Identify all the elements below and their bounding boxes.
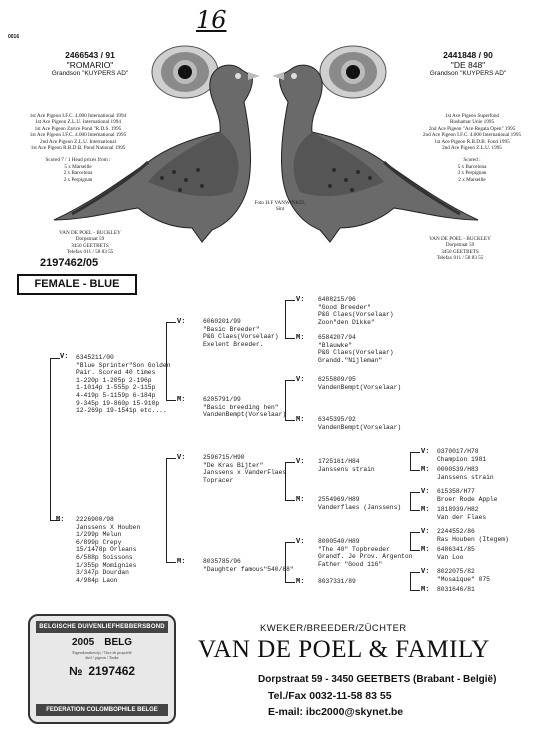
sire-result: 1st Ace Pigeon I.F.C. 4.000 International 1994 [29, 113, 127, 119]
father-v-label: V: [60, 353, 69, 361]
mother-m-label: M: [56, 516, 65, 524]
dam-result: 1st Ace Pigeon Superfond [444, 113, 500, 119]
sire-scored: 2 x Perpignan [63, 176, 93, 183]
breeder-phone: Tel./Fax 0032-11-58 83 55 [268, 690, 392, 702]
owner-line: Dorpstraat 59 [75, 236, 105, 243]
breeder-tagline: KWEKER/BREEDER/ZÜCHTER [260, 623, 407, 634]
mmm-entry: 8037331/89 [318, 578, 356, 585]
father-entry: 6345211/00 "Blue Sprinter"Son Golden Pair. Scored 40 times 1-220p 1-205p 2-196p 1-1014p 1-555p 2-115p 4-419p 5-1159p 6-184p 9-345p 19-860p 15-910p 12-269p 19-1541p etc.... [76, 354, 171, 415]
fmm-m-label: M: [296, 416, 305, 424]
g4-m-label: M: [421, 466, 430, 474]
breeder-address: Dorpstraat 59 - 3450 GEETBETS (Brabant - België) [258, 674, 497, 685]
sex-label: FEMALE - BLUE [17, 274, 137, 295]
sire-result: 1st Ace Pigeon Zarice Pond "R.D.S. 1995 [34, 125, 122, 132]
sire-grandson: Grandson "KUYPERS AD" [51, 70, 129, 77]
owner-line: Telefax 011 / 58 83 55 [436, 255, 484, 262]
dam-name: "DE 848" [450, 60, 486, 70]
mf-v-label: V: [177, 454, 186, 462]
g4-v-label: V: [421, 528, 430, 536]
dam-ring: 2441848 / 90 [443, 50, 493, 60]
sire-scored-title: Scored 7 / 1 Head prices from : [45, 157, 111, 164]
dam-owner [410, 236, 510, 262]
ownership-certificate [28, 614, 176, 724]
mmm-m-label: M: [296, 578, 305, 586]
dam-result: 1st Ace Pigeon R.B.D.B. Fond 1995 [434, 138, 510, 145]
breeder-name: VAN DE POEL & FAMILY [198, 636, 490, 663]
dam-results [402, 113, 542, 183]
g4-entry: 6486341/85 Van Loo [437, 546, 475, 561]
sire-owner [40, 230, 140, 256]
mfm-m-label: M: [296, 496, 305, 504]
mm-m-label: M: [177, 558, 186, 566]
mfm-entry: 2554969/H89 Vanderflaes (Janssens) [318, 496, 402, 511]
g4-entry: 0370017/H78 Champion 1981 [437, 448, 487, 463]
owner-line: Telefax 011 / 58 83 55 [66, 249, 114, 256]
fff-entry: 6488215/96 "Good Breeder" P&G Claes(Vorselaar) Zoon"den Dikke" [318, 296, 394, 326]
g4-m-label: M: [421, 546, 430, 554]
sire-scored: 5 x Marseille [64, 163, 92, 170]
ff-v-label: V: [177, 318, 186, 326]
mmf-entry: 8000540/H89 "The 40" Topbreeder Grandf. Je Prov. Argenton Father "Good 116" [318, 538, 413, 568]
breeder-email: E-mail: ibc2000@skynet.be [268, 706, 404, 718]
ffm-m-label: M: [296, 334, 305, 342]
subject-ring: 2197462/05 [40, 257, 99, 269]
sire-result: 1st Ace Pigeon I.F.C. 4.000 International 1995 [29, 132, 127, 139]
g4-entry: 8022075/82 "Mosaique" 075 [437, 568, 490, 583]
g4-entry: 8031646/81 [437, 586, 475, 593]
dam-scored: 5 x Barcelona [457, 163, 487, 170]
ffm-entry: 6584207/94 "Blauwke" P&G Claes(Vorselaar) Grandd."Nijleman" [318, 334, 394, 364]
numero-icon: № [68, 664, 83, 678]
g4-m-label: M: [421, 586, 430, 594]
fm-m-label: M: [177, 396, 186, 404]
g4-entry: 1818939/H82 Van der Flaes [437, 506, 487, 521]
dam-scored-title: Scored : [463, 157, 481, 164]
owner-line: 3450 GEETBETS [441, 248, 479, 255]
stamp-fine-print: duif / pigeon / Taube [85, 655, 119, 660]
owner-line: 3450 GEETBETS [71, 242, 109, 249]
mf-entry: 2596715/H90 "De Kras Bijter" Janssens x VanderFlaes Topracer [203, 454, 287, 484]
fff-v-label: V: [296, 296, 305, 304]
g4-entry: 615358/H77 Broer Rode Apple [437, 488, 498, 503]
sire-ring: 2466543 / 91 [65, 50, 115, 60]
dam-result: 2nd Ace Pigeon I.F.C. 4.000 International 1995 [422, 132, 522, 139]
sire-result: 1st Ace Pigeon R.B.D.B. Pond National 1995 [30, 145, 126, 152]
dam-result: 2nd Ace Pigeon Z.L.U. 1995 [442, 145, 502, 152]
owner-line: VAN DE POEL - BUCKLEY [59, 230, 121, 236]
photo-credit-line: Sint [275, 206, 285, 213]
stamp-number: 2197462 [88, 664, 136, 678]
g4-m-label: M: [421, 506, 430, 514]
mff-v-label: V: [296, 458, 305, 466]
owner-line: VAN DE POEL - BUCKLEY [429, 236, 491, 242]
g4-entry: 0000539/H83 Janssens strain [437, 466, 494, 481]
sire-result: 2nd Ace Pigeon Z.L.U. International [40, 138, 116, 145]
mff-entry: 1725161/H84 Janssens strain [318, 458, 375, 473]
fmf-v-label: V: [296, 376, 305, 384]
page-number: 16 [196, 6, 227, 34]
photo-credit-line: Foto H.F VANWINKEL [254, 200, 306, 206]
sire-results [8, 113, 148, 183]
corner-code: 0016 [8, 34, 20, 40]
dam-scored: 2 x Marseille [458, 176, 486, 183]
sire-scored: 2 x Barcelona [63, 170, 93, 177]
g4-v-label: V: [421, 568, 430, 576]
fm-entry: 6205791/99 "Basic breeding hen" VandenBempt(Vorselaar) [203, 396, 287, 419]
stamp-top: BELGISCHE DUIVENLIEFHEBBERSBOND [36, 621, 168, 633]
g4-v-label: V: [421, 448, 430, 456]
dam-scored: 3 x Perpignan [457, 170, 487, 177]
g4-entry: 2244552/86 Ras Houben (Itegem) [437, 528, 509, 543]
sire-result: 1st Ace Pigeon Z.L.U. International 1994 [35, 119, 121, 126]
dam-result: Rushamar Unie 1995 [449, 119, 495, 126]
ff-entry: 6060201/99 "Basic Breeder" P&G Claes(Vorselaar) Exelent Breeder. [203, 318, 279, 348]
sire-name: "ROMARIO" [66, 60, 114, 70]
mm-entry: 8035785/96 "Daughter famous"540/88" [203, 558, 294, 573]
stamp-year: 2005 [71, 637, 95, 648]
owner-line: Dorpstraat 59 [445, 242, 475, 249]
dam-result: 2nd Ace Pigeon "Ace Regata Open" 1995 [428, 125, 516, 132]
stamp-bottom: FEDERATION COLOMBOPHILE BELGE [36, 704, 168, 716]
mmf-v-label: V: [296, 538, 305, 546]
g4-v-label: V: [421, 488, 430, 496]
mother-entry: 2226900/98 Janssens X Houben 1/299p Melun 6/899p Crepy 15/1478p Orleans 6/588p Soissons 1/355p Momignies 3/347p Dourdan 4/984p Laon [76, 516, 141, 584]
stamp-country: BELG [104, 637, 133, 648]
fmf-entry: 6255809/95 VandenBempt(Vorselaar) [318, 376, 402, 391]
dam-grandson: Grandson "KUYPERS AD" [429, 70, 507, 77]
photo-credit [250, 200, 310, 213]
stamp-fine-print: Eigendomsbewijs / Titre de propriété [72, 650, 132, 655]
fmm-entry: 6345395/92 VandenBempt(Vorselaar) [318, 416, 402, 431]
